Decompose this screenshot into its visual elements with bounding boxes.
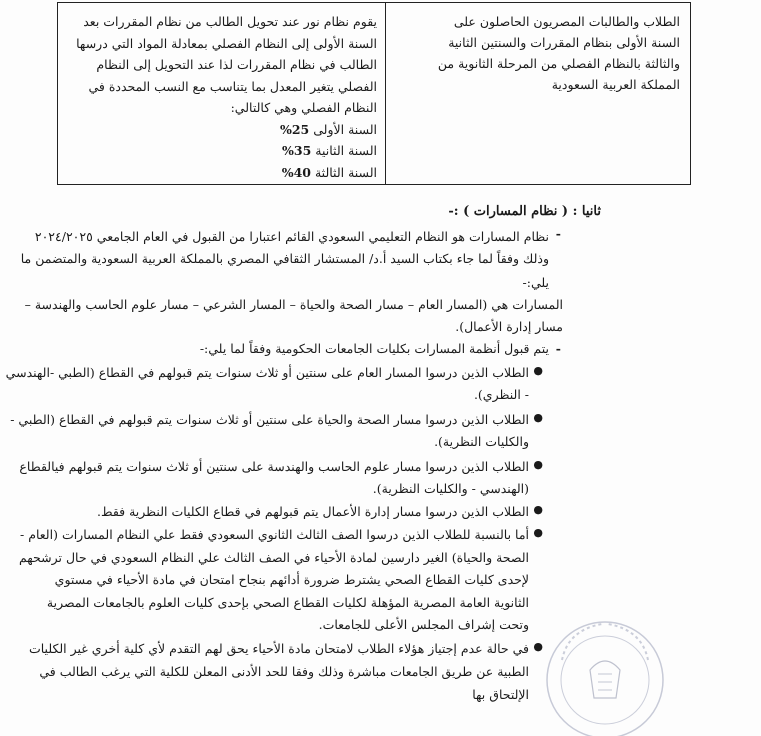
bullet-line: أما بالنسبة للطلاب الذين درسوا الصف الثالث الثانوي السعودي فقط علي النظام المسارات (العام - [20,527,529,542]
bullet-line: الصحة والحياة) الغير دارسين لمادة الأحياء في الصف الثالث علي النظام السعودي في حال ترشحهم [18,549,529,565]
bullet-line: الطلاب الذين درسوا مسار إدارة الأعمال يتم قبولهم في قطاع الكليات النظرية فقط. [96,504,529,519]
table-cell-students [385,3,690,184]
paragraph-line: يلي:- [522,275,549,290]
paragraph-tracks-list [24,294,563,339]
bullet-line: الطلاب الذين درسوا مسار علوم الحاسب والهندسة على سنتين أو ثلاث سنوات يتم قبولهم فيالقطاع [19,459,529,474]
paragraph-line: وذلك وفقاً لما جاء بكتاب السيد أ.د/ المستشار الثقافي المصري بالمملكة العربية السعودية والمتضمن ما [20,251,549,266]
year-label: السنة الأولى [313,121,377,137]
paragraph-line: المسارات هي (المسار العام – مسار الصحة والحياة – المسار الشرعي – مسار علوم الحاسب والهندسة – [24,297,563,312]
bullet-line: وتحت إشراف المجلس الأعلى للجامعات. [318,617,529,632]
year-weight-row [68,140,377,162]
paragraph-admission-intro [54,341,549,356]
table-cell-line: الطالب في نظام المقررات لذا عند التحويل إلى النظام [96,57,377,72]
bullet-item [19,456,529,500]
year-weight-row [68,162,377,184]
bullet-icon: ● [533,526,543,539]
year-weight-row [68,119,377,141]
section-heading: ثانيا : ( نظام المسارات ) :- [448,204,601,219]
table-cell-line: السنة الأولى بنظام المقررات والسنتين الثانية [448,35,680,50]
table-cell-line: الفصلي يتغير المعدل بما يتناسب مع النسب المحددة في [88,78,377,94]
bullet-item [53,501,529,523]
table-cell-line: يقوم نظام نور عند تحويل الطالب من نظام المقررات بعد [83,14,377,29]
bullet-icon: ● [533,411,543,424]
bullet-line: لإحدى كليات القطاع الصحي يشترط ضرورة أدائهم بنجاح امتحان في مادة الأحياء في مستوي [54,572,529,587]
paragraph-line: يتم قبول أنظمة المسارات بكليات الجامعات الحكومية وفقاً لما يلي:- [199,341,549,356]
table-cell-line: والثالثة بالنظام الفصلي من المرحلة الثانوية من [437,56,680,71]
year-percent: 25% [279,121,310,137]
bullet-line: الإلتحاق بها [472,687,529,702]
year-label: السنة الثانية [315,143,377,158]
bullet-line: (الهندسي - والكليات النظرية). [372,481,529,496]
bullet-line: الطلاب الذين درسوا المسار العام على سنتين أو ثلاث سنوات يتم قبولهم في القطاع (الطبي -الهندسي [5,365,529,380]
bullet-line: الثانوية العامة المصرية المؤهلة لكليات القطاع الصحي بإحدى كليات العلوم بالجامعات المصرية [46,594,529,610]
bullet-line: - النظري). [473,387,529,402]
bullet-icon: ● [533,364,543,377]
bullet-icon: ● [533,640,543,653]
year-label: السنة الثالثة [314,164,377,180]
paragraph-line: مسار إدارة الأعمال). [455,319,563,334]
bullet-item [10,409,529,453]
table-cell-line: النظام الفصلي وهي كالتالي: [230,100,377,115]
official-stamp-icon [540,600,670,736]
comparison-table [57,2,691,185]
bullet-line: الطلاب الذين درسوا مسار الصحة والحياة على سنتين أو ثلاث سنوات يتم قبولهم في القطاع (الطبي - [10,412,529,427]
dash-marker: - [555,226,561,241]
table-cell-line: المملكة العربية السعودية [551,77,680,92]
bullet-line: في حالة عدم إجتياز هؤلاء الطلاب لامتحان مادة الأحياء يحق لهم التقدم لأي كلية أخري غير الكليات [28,641,529,656]
paragraph-tracks-definition [20,226,549,294]
bullet-icon: ● [533,503,543,516]
bullet-item [5,362,529,406]
year-percent: 40% [281,164,311,180]
table-cell-line: السنة الأولى إلى النظام الفصلي بمعادلة المواد التي درسها [76,35,377,51]
dash-marker: - [555,341,561,356]
bullet-line: الطبية عن طريق الجامعات مباشرة وذلك وفقا للحد الأدنى المعلن للكلية التي يرغب الطالب في [39,664,529,679]
bullet-line: والكليات النظرية). [434,434,529,449]
table-cell-rules [58,3,385,184]
bullet-item [18,524,529,637]
paragraph-line: نظام المسارات هو النظام التعليمي السعودي القائم اعتبارا من القبول في العام الجامعي ٢٠٢٤/٢٠٢٥ [34,229,549,244]
year-percent: 35% [282,143,312,158]
bullet-item [28,637,529,706]
bullet-icon: ● [533,458,543,471]
table-cell-line: الطلاب والطالبات المصريون الحاصلون على [453,14,680,29]
